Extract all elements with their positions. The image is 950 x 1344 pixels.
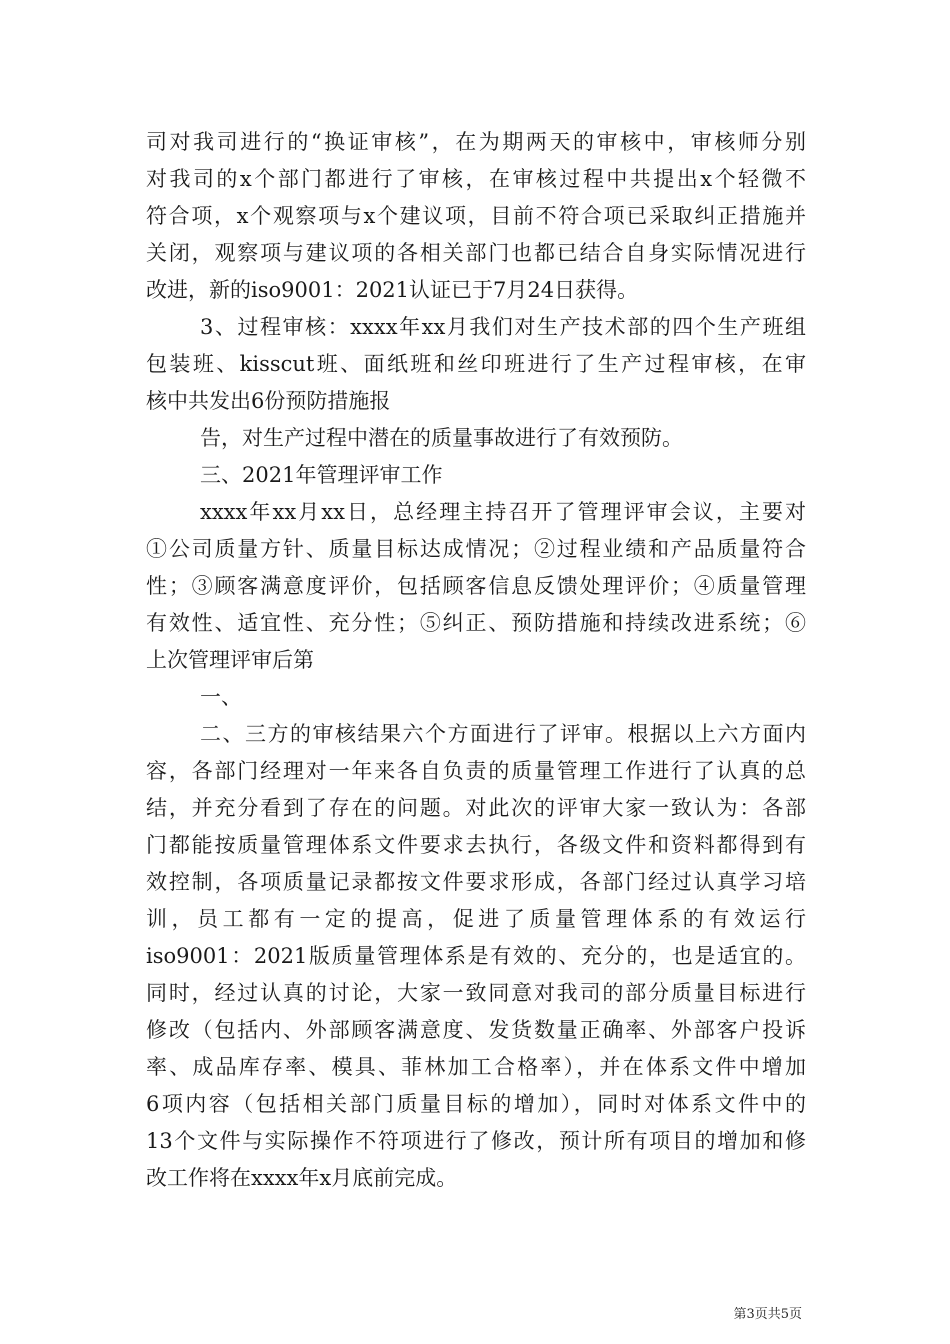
text-line: 性；③顾客满意度评价，包括顾客信息反馈处理评价；④质量管理 bbox=[146, 574, 806, 598]
text-line: 率、成品库存率、模具、菲林加工合格率），并在体系文件中增加 bbox=[146, 1055, 806, 1079]
text-line: 关闭，观察项与建议项的各相关部门也都已结合自身实际情况进行 bbox=[146, 241, 806, 265]
text-line: 效控制，各项质量记录都按文件要求形成，各部门经过认真学习培 bbox=[146, 870, 806, 894]
text-line: iso9001：2021版质量管理体系是有效的、充分的，也是适宜的。 bbox=[146, 944, 806, 968]
text-line: 改进，新的iso9001：2021认证已于7月24日获得。 bbox=[146, 278, 639, 302]
text-line: 同时，经过认真的讨论，大家一致同意对我司的部分质量目标进行 bbox=[146, 981, 806, 1005]
text-line: 包装班、kisscut班、面纸班和丝印班进行了生产过程审核，在审 bbox=[146, 352, 806, 376]
text-line: 门都能按质量管理体系文件要求去执行，各级文件和资料都得到有 bbox=[146, 833, 806, 857]
text-line: 修改（包括内、外部顾客满意度、发货数量正确率、外部客户投诉 bbox=[146, 1018, 806, 1042]
text-line: 符合项，x个观察项与x个建议项，目前不符合项已采取纠正措施并 bbox=[146, 204, 806, 228]
text-line: 6项内容（包括相关部门质量目标的增加），同时对体系文件中的 bbox=[146, 1092, 806, 1116]
text-line: 对我司的x个部门都进行了审核，在审核过程中共提出x个轻微不 bbox=[146, 167, 806, 191]
text-line: 核中共发出6份预防措施报 bbox=[146, 389, 391, 413]
text-line: ①公司质量方针、质量目标达成情况；②过程业绩和产品质量符合 bbox=[146, 537, 806, 561]
text-line: xxxx年xx月xx日，总经理主持召开了管理评审会议，主要对 bbox=[200, 500, 806, 524]
page-number: 第3页共5页 bbox=[733, 1307, 802, 1322]
text-line: 告，对生产过程中潜在的质量事故进行了有效预防。 bbox=[200, 426, 683, 450]
text-line: 司对我司进行的“换证审核”，在为期两天的审核中，审核师分别 bbox=[146, 130, 806, 154]
text-line: 结，并充分看到了存在的问题。对此次的评审大家一致认为：各部 bbox=[146, 796, 806, 820]
section-heading: 三、2021年管理评审工作 bbox=[200, 463, 443, 487]
text-line: 改工作将在xxxx年x月底前完成。 bbox=[146, 1166, 458, 1190]
text-line: 3、过程审核：xxxx年xx月我们对生产技术部的四个生产班组 bbox=[200, 315, 806, 339]
text-line: 上次管理评审后第 bbox=[146, 648, 314, 672]
text-line: 13个文件与实际操作不符项进行了修改，预计所有项目的增加和修 bbox=[146, 1129, 806, 1153]
text-line: 容，各部门经理对一年来各自负责的质量管理工作进行了认真的总 bbox=[146, 759, 806, 783]
text-line: 一、 bbox=[200, 685, 242, 709]
text-line: 训，员工都有一定的提高，促进了质量管理体系的有效运行 bbox=[146, 907, 806, 931]
text-line: 二、三方的审核结果六个方面进行了评审。根据以上六方面内 bbox=[200, 722, 806, 746]
text-line: 有效性、适宜性、充分性；⑤纠正、预防措施和持续改进系统；⑥ bbox=[146, 611, 806, 635]
